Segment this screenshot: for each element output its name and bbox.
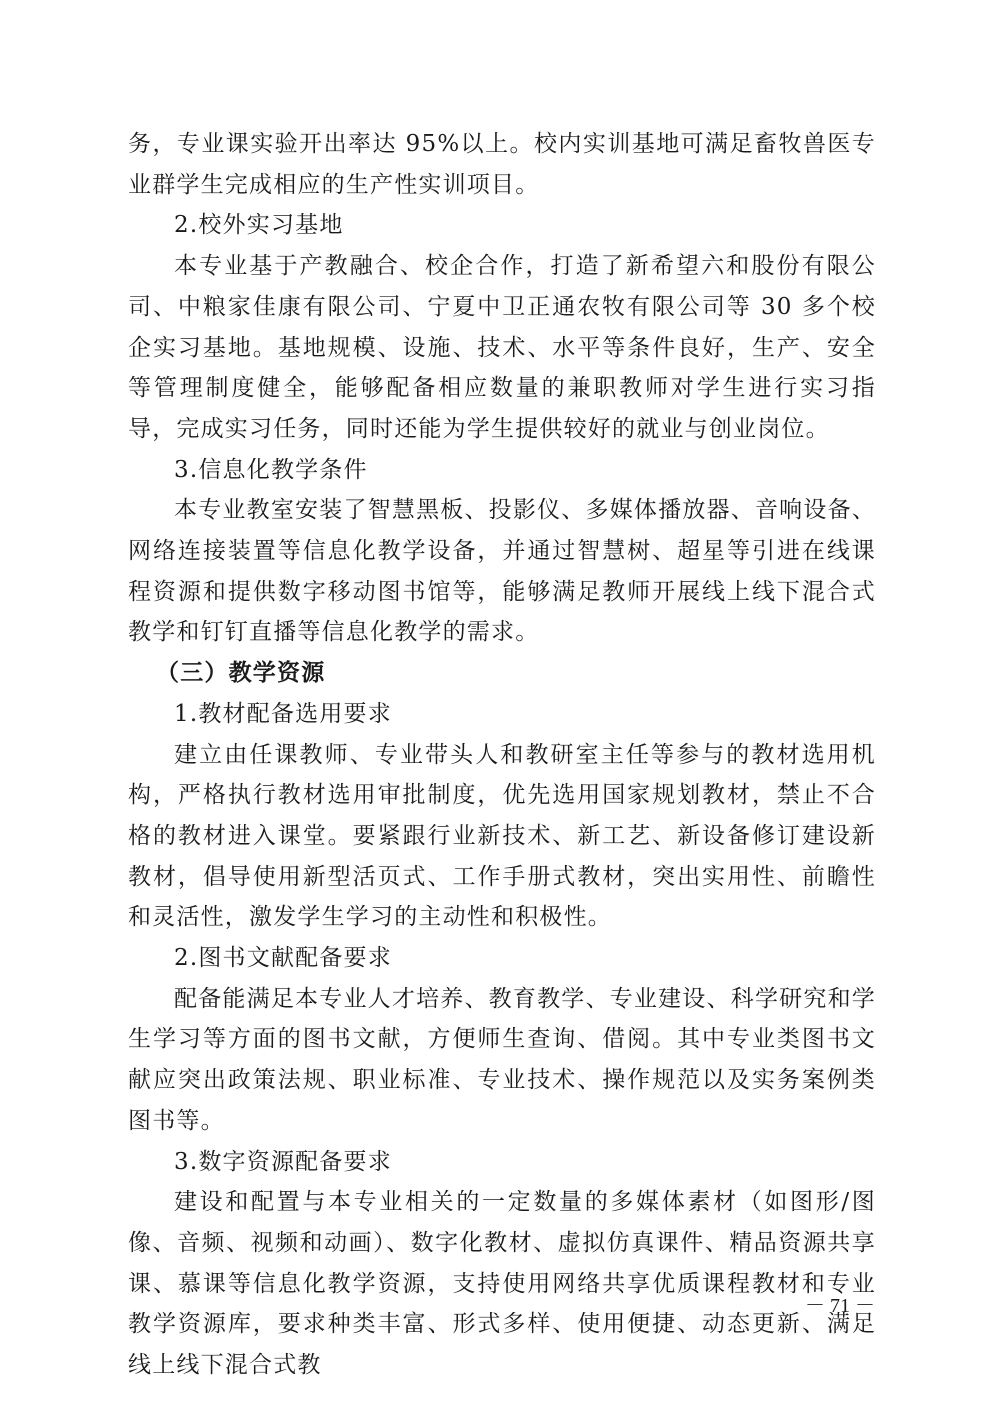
section-heading-teaching-resources: （三）教学资源 (156, 660, 326, 687)
paragraph-off-campus-base: 本专业基于产教融合、校企合作，打造了新希望六和股份有限公司、中粮家佳康有限公司、宁夏中卫正通农牧有限公司等 30 多个校企实习基地。基地规模、设施、技术、水平等条件良好，生产、安全等管理制度健全，能够配备相应数量的兼职教师对学生进行实习指导，完成实习任务，同时还能为学生提供较好的就业与创业岗位。 (128, 253, 876, 442)
paragraph-it-teaching: 本专业教室安装了智慧黑板、投影仪、多媒体播放器、音响设备、网络连接装置等信息化教学设备，并通过智慧树、超星等引进在线课程资源和提供数字移动图书馆等，能够满足教师开展线上线下混合式教学和钉钉直播等信息化教学的需求。 (128, 497, 876, 646)
subheading-it-teaching: 3.信息化教学条件 (174, 456, 368, 483)
subheading-textbooks: 1.教材配备选用要求 (174, 700, 392, 727)
paragraph-textbooks: 建立由任课教师、专业带头人和教研室主任等参与的教材选用机构，严格执行教材选用审批制度，优先选用国家规划教材，禁止不合格的教材进入课堂。要紧跟行业新技术、新工艺、新设备修订建设新教材，倡导使用新型活页式、工作手册式教材，突出实用性、前瞻性和灵活性，激发学生学习的主动性和积极性。 (128, 741, 876, 931)
subheading-off-campus-base: 2.校外实习基地 (174, 212, 344, 239)
subheading-digital-resources: 3.数字资源配备要求 (174, 1148, 392, 1175)
page-number: － 71 － (805, 1295, 875, 1317)
paragraph-continued: 务，专业课实验开出率达 95%以上。校内实训基地可满足畜牧兽医专业群学生完成相应的生产性实训项目。 (128, 131, 876, 198)
paragraph-library: 配备能满足本专业人才培养、教育教学、专业建设、科学研究和学生学习等方面的图书文献，方便师生查询、借阅。其中专业类图书文献应突出政策法规、职业标准、专业技术、操作规范以及实务案例类图书等。 (128, 985, 876, 1134)
subheading-library: 2.图书文献配备要求 (174, 945, 392, 972)
paragraph-digital-resources: 建设和配置与本专业相关的一定数量的多媒体素材（如图形/图像、音频、视频和动画）、数字化教材、虚拟仿真课件、精品资源共享课、慕课等信息化教学资源，支持使用网络共享优质课程教材和专业教学资源库，要求种类丰富、形式多样、使用便捷、动态更新、满足线上线下混合式教 (128, 1189, 876, 1379)
document-body (128, 124, 876, 1386)
